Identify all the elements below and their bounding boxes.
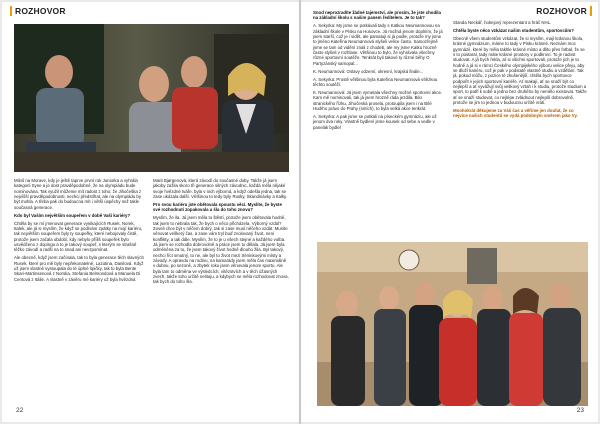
paragraph: Ale obecně, když jsem začínala, tak to byla generace těch slavných Rusek, které pro mě byly nepřekonatelné, Lazutina, Danilová. Když už jsem vlastně vystoupala do té úplné špičky, tak to byla Bente Skari-Martinsenová z Norska, Stefania Belmondová a Manuela Di Centová z Itálie. A vlastně v závěru mé kariéry už byla hvězdná — [14, 255, 144, 282]
interview-photo-group — [14, 24, 289, 172]
photo-group-illustration — [317, 242, 588, 406]
paragraph: A. Sekyrka: A pak jsme se potkali na píseckém gymnáziu, ale už jenom dva roky. Vlastně bydlení jsme kousek od sebe a vedle v panelák bydlel — [313, 113, 437, 130]
closing-thanks: Mnohokrát děkujeme za Váš čas a věříme jen doufat, že co nejvíce našich studentů se vydá podobným směrem jako Vy. — [453, 107, 578, 119]
paragraph: A. Sekyrka: My jsme se potkávali tady s Katkou Neumannovou na základní škole v Písku na Husovce. Já možná jenom doplním, že já jsem starší, což je i vidět, ale pamatuji si já podle, protože my jsme to jméno Kateřina Neumannová slyšeli velice často. Samozřejmě jsme se tam od vidění znali z chodeb, ale my jsme Katku hrozně často slyšeli v rozhlase. Většinou to bylo, že vyhrávala všechny různé sportovní soutěže. Tenkrát byli takové ty různé běhy O Partyzánský samopal... — [313, 23, 443, 66]
section-label: ROZHOVOR — [10, 6, 69, 16]
question: Chtěla byste něco vzkázat našim studentům, sportovcům? — [453, 27, 574, 33]
question: Snod neprozradíte žádné tajemství, ale prosím, že jste chodila na základní školu s našim panem ředitelem. Je to tak? — [313, 10, 441, 21]
paragraph: Marit Bjørgenová, která závodí do současné doby. Takže já jsem jakoby zažila skoro tři generace silných závodnic, každá měla nějaké svoje hvězdné tváře, byla v nich výborná, a když odešla jedna, tak se zase ukázala další. Většinou to tedy byly Rusky, Skandinávky a Italky. — [153, 178, 288, 200]
left-page — [2, 2, 299, 422]
paragraph: Obecně všem studentům vzkázat, že si myslím, mají krásnou školu, krásné gymnázium, máme to tady v Písku krásné. Neznám moc gymnázií, které by měla takhle krásné místo a dlitu přes fotbal, že se s to postaral, tady máte krásné prostory v podkroví. To je radost studovat. A já bych řekla, ať si všichni sportovali, protože jich je to hodně a já si v rámci Českého olympijského výboru velice přeju, aby se dluží kariéru, což je pak v podstatě vlastně studiu a vzdělání. Tak já, pokud můžu, z pozice té zkušenější, chtěla bych sportovce podpořit v jejich sportovní kariéře. Ať makají, ať se snaží být co nejlepší a ať vyvážují svůj velikový vztah i k studiu, protože studium a sport, to patří k sobě a jedno bez druhého by nemělo existovat. Takže ať se snaží studovat, co nejlépe zvládnout nejlepší dobrovolně, protože se jim to jednou v budoucnu určitě vrátí. — [453, 35, 587, 105]
right-column-1 — [313, 10, 445, 132]
question: Pro svou kariéru jste obětovala spoustu věcí. Myslíte, že byste své rozhodnutí zopakovala a šla do toho znovu? — [153, 201, 282, 213]
question: Kdo byl Vaším největším soupeřem v době Vaší kariéry? — [14, 212, 131, 218]
paragraph: Standa Neckář, hokejový reprezentant a hráč NHL. — [453, 20, 552, 25]
paragraph: Miloš na Morave, kdy je ještě taprve první rok Juniorka a vyhrála kategorii Syne a je dost pravděpodobné, že na olympiádu bude nominována. Tak využil můžeme mít radost z toho, že Jihočeška z nejvíšší pravděpodobnosti, nechci předstíhat, ale na olympiádu by být mohla. A třeba pak do budoucna mít i větší úspěchy než takle současná generace. — [14, 178, 142, 210]
photo-interview-illustration — [14, 24, 289, 172]
paragraph: A. Sekyrka: Prostě většinou byla Kateřina Neumannová vítězkou těchto soutěží. — [313, 76, 438, 87]
page-number: 22 — [16, 407, 24, 414]
right-page — [301, 2, 598, 422]
group-photo-students — [317, 242, 588, 406]
left-column-1 — [14, 178, 145, 285]
right-column-2 — [453, 20, 587, 121]
paragraph: Myslím, že ila. Já jsem měla to štěstí, protože jsem obětovala hodně, tak jsem to nebrala tak, že bych o něco přicházela. Výborný vzdal? Zoveli chce být v něčem dobrý, tak si zase musí něčeho vzdát. Musíte věnovat veškerý čas, a zase vám tryl buď zvolovaný život, není konflikty, a tak dále. Myslím, že to je u všech stejné a každého volba. Já jsem se rozhodla dobrovolně a práce jsem to dělala. Já jsem byla odměněna za to, že jsem takový život hodně dlouho žila. Byl takový, nechci říct smutný, to ne, ale byl to život mezi tréninkovými místy a závody. A opravdu na rodinu, na kamarády jsem měla čas maximálně v dubnu, po sezoně, a zbytek roku jsem věnovala jenom sportu. Ale byla tam to odměna ve výsledcích, vítězstvích a v těch úžasných zvech, takže toho určitě nelituju, a kdybych se měla rozhodovat znova, tak bych do toho šla. — [153, 215, 289, 285]
left-column-2 — [153, 178, 289, 287]
paragraph: K. Neumannová: Já jsem vymetala všechny možné sportovní akce. Kam mě nominovali, tak já jsem hrozně ráda jezdila. Bilo stranického řízku, Jihočeská prosela, protoupila jsem i na Bílé Hudrho právo do Prahy (smích), to byla velká akce tenkrát. — [313, 89, 443, 111]
section-label: ROZHOVOR — [533, 6, 592, 16]
page-number: 23 — [576, 407, 584, 414]
paragraph: K. Neumannová: Oslavy odzemí, okresní, krajská finále... — [313, 68, 424, 74]
paragraph: Chtěla by se mí jmenovat generace vynikajících Rusek, Norek, Italek, ale já si myslím, že když se podívám zpátky na mojí kariéru, tak největším soupeřem byly ty soupeřky, které nebojovaly čistě, protože jsem začala období, kdy nebylo příliš soupeřek bylo usvědčeno z dopingu a to je takový soupeř, s kterým se strašně těžko závodí a radši na to snad ani nevzpomínat. — [14, 220, 143, 253]
